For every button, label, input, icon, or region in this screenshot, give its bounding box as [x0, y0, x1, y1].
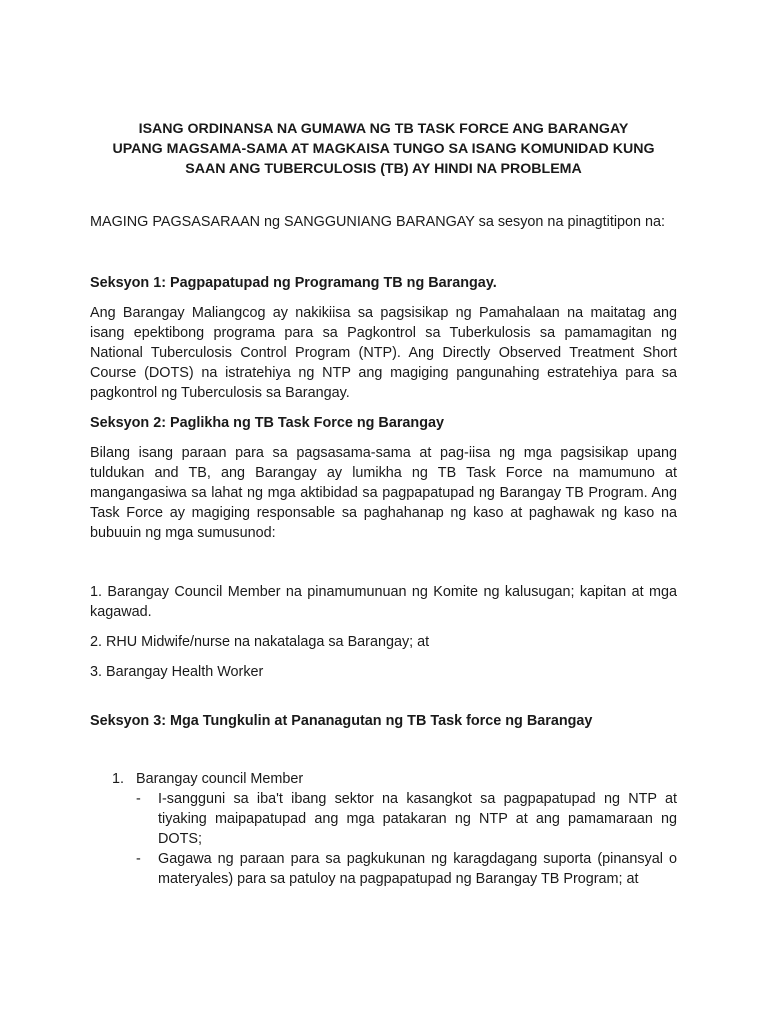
- member-item: 2. RHU Midwife/nurse na nakatalaga sa Barangay; at: [90, 634, 430, 650]
- list-number: 1.: [112, 771, 125, 787]
- member-item: 1. Barangay Council Member na pinamumunuan ng Komite ng kalusugan; kapitan at mga kagawad.: [90, 584, 677, 620]
- task-force-members-list: [90, 582, 677, 682]
- duty-item: [136, 789, 677, 849]
- section-2-body: Bilang isang paraan para sa pagsasama-sama at pag-iisa ng mga pagsisikap upang tuldukan and TB, ang Barangay ay lumikha ng TB Task Force na mamumuno at mangangasiwa sa lahat ng mga aktibidad sa pagpapatupad ng Barangay TB Program. Ang Task Force ay magiging responsable sa paghahanap ng kaso at paghawak ng kaso na bubuuin ng mga sumusunod:: [90, 445, 677, 541]
- dash-bullet: -: [136, 791, 141, 807]
- duty-item: [136, 849, 677, 889]
- section-1-heading: Seksyon 1: Pagpapatupad ng Programang TB ng Barangay.: [90, 275, 497, 291]
- title-line-1: ISANG ORDINANSA NA GUMAWA NG TB TASK FORCE ANG BARANGAY: [138, 121, 629, 137]
- duty-text: I-sangguni sa iba't ibang sektor na kasangkot sa pagpapatupad ng NTP at tiyaking maipapatupad ang mga patakaran ng NTP at ang pamamaraan ng DOTS;: [158, 791, 677, 847]
- member-item: 3. Barangay Health Worker: [90, 664, 264, 680]
- list-item-label: Barangay council Member: [136, 771, 304, 787]
- section-3-heading: Seksyon 3: Mga Tungkulin at Pananagutan ng TB Task force ng Barangay: [90, 713, 593, 729]
- list-item: [90, 769, 677, 889]
- dash-bullet: -: [136, 851, 141, 867]
- section-1-body: Ang Barangay Maliangcog ay nakikiisa sa pagsisikap ng Pamahalaan na maitatag ang isang epektibong programa para sa Pagkontrol sa Tuberkulosis sa pamamagitan ng National Tuberculosis Control Program (NTP). Ang Directly Observed Treatment Short Course (DOTS) na istratehiya ng NTP ang magiging pangunahing estratehiya para sa pagkontrol ng Tuberculosis sa Barangay.: [90, 305, 677, 401]
- section-2-heading: Seksyon 2: Paglikha ng TB Task Force ng Barangay: [90, 415, 445, 431]
- title-line-2: UPANG MAGSAMA-SAMA AT MAGKAISA TUNGO SA ISANG KOMUNIDAD KUNG: [112, 141, 655, 157]
- preamble: MAGING PAGSASARAAN ng SANGGUNIANG BARANGAY sa sesyon na pinagtitipon na:: [90, 214, 666, 230]
- duties-list: [90, 769, 677, 889]
- title-line-3: SAAN ANG TUBERCULOSIS (TB) AY HINDI NA PROBLEMA: [185, 161, 582, 177]
- duty-text: Gagawa ng paraan para sa pagkukunan ng karagdagang suporta (pinansyal o materyales) para sa patuloy na pagpapatupad ng Barangay TB Program; at: [158, 851, 677, 887]
- duty-sublist: [136, 789, 677, 889]
- ordinance-title: [90, 119, 677, 179]
